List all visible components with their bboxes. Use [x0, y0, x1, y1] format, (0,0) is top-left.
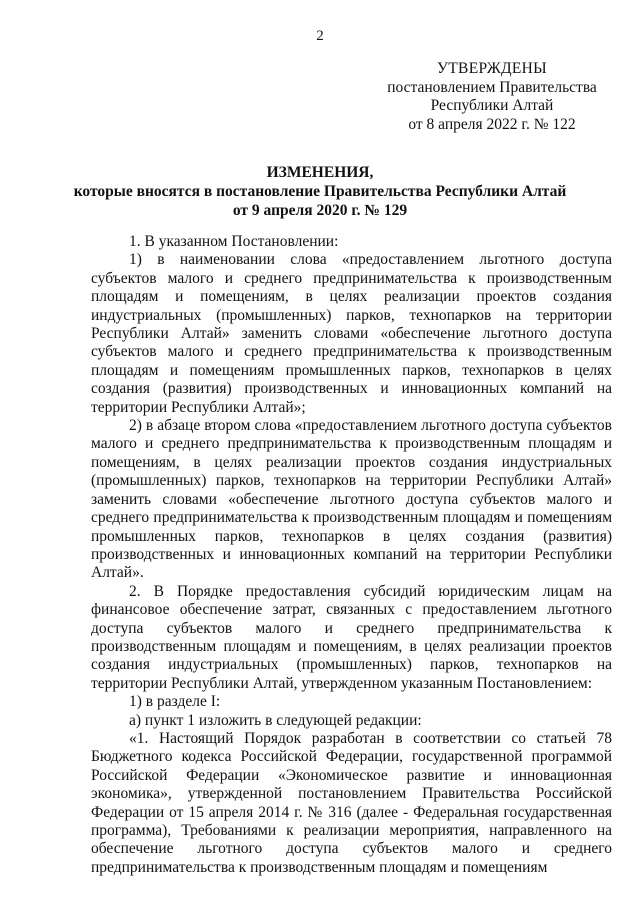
title-line: от 9 апреля 2020 г. № 129 [232, 202, 408, 219]
title-line: ИЗМЕНЕНИЯ, [266, 164, 374, 181]
paragraph: 1. В указанном Постановлении: [129, 233, 339, 250]
approval-line: Республики Алтай [430, 97, 554, 114]
document-title [0, 163, 640, 220]
paragraph: 2) в абзаце втором слова «предоставлением льготного доступа субъектов малого и среднего предпринимательства к производственным площадям и помещениям, в целях реализации проектов создания индустриальных (промышленных) парков, технопарков на территории Республики Алтай» заменить словами «обеспечение льготного доступа субъектов малого и среднего предпринимательства к производственным площадям и помещениям промышленных парков, технопарков в целях создания (развития) производственных и инновационных компаний на территории Республики Алтай». [91, 417, 612, 582]
approval-heading: УТВЕРЖДЕНЫ [437, 60, 547, 77]
page-number: 2 [316, 28, 324, 44]
paragraph: «1. Настоящий Порядок разработан в соответствии со статьей 78 Бюджетного кодекса Российской Федерации, государственной программой Российской Федерации «Экономическое развитие и инновационная экономика», утвержденной постановлением Правительства Российской Федерации от 15 апреля 2014 г. № 316 (далее - Федеральная государственная программа), Требованиями к реализации мероприятия, направленного на обеспечение льготного доступа субъектов малого и среднего предпринимательства к производственным площадям и помещениям [91, 729, 612, 876]
approval-line: постановлением Правительства [387, 78, 597, 96]
paragraph: 1) в наименовании слова «предоставлением льготного доступа субъектов малого и среднего предпринимательства к производственным площадям и помещениям, в целях реализации проектов создания индустриальных (промышленных) парков, технопарков на территории Республики Алтай» заменить словами «обеспечение льготного доступа субъектов малого и среднего предпринимательства к производственным площадям и помещениям промышленных парков, технопарков в целях создания (развития) производственных и инновационных компаний на территории Республики Алтай»; [91, 251, 612, 416]
document-body [91, 233, 612, 877]
paragraph: а) пункт 1 изложить в следующей редакции: [129, 711, 422, 729]
paragraph: 2. В Порядке предоставления субсидий юридическим лицам на финансовое обеспечение затрат, связанных с предоставлением льготного доступа субъектов малого и среднего предпринимательства к производственным площадям и помещениям, в целях реализации проектов создания индустриальных (промышленных) парков, технопарков на территории Республики Алтай, утвержденном указанным Постановлением: [91, 582, 612, 692]
approval-stamp [382, 60, 602, 134]
title-line: которые вносятся в постановление Правительства Республики Алтай [73, 183, 567, 200]
approval-line: от 8 апреля 2022 г. № 122 [408, 115, 576, 133]
paragraph: 1) в разделе I: [129, 693, 221, 711]
